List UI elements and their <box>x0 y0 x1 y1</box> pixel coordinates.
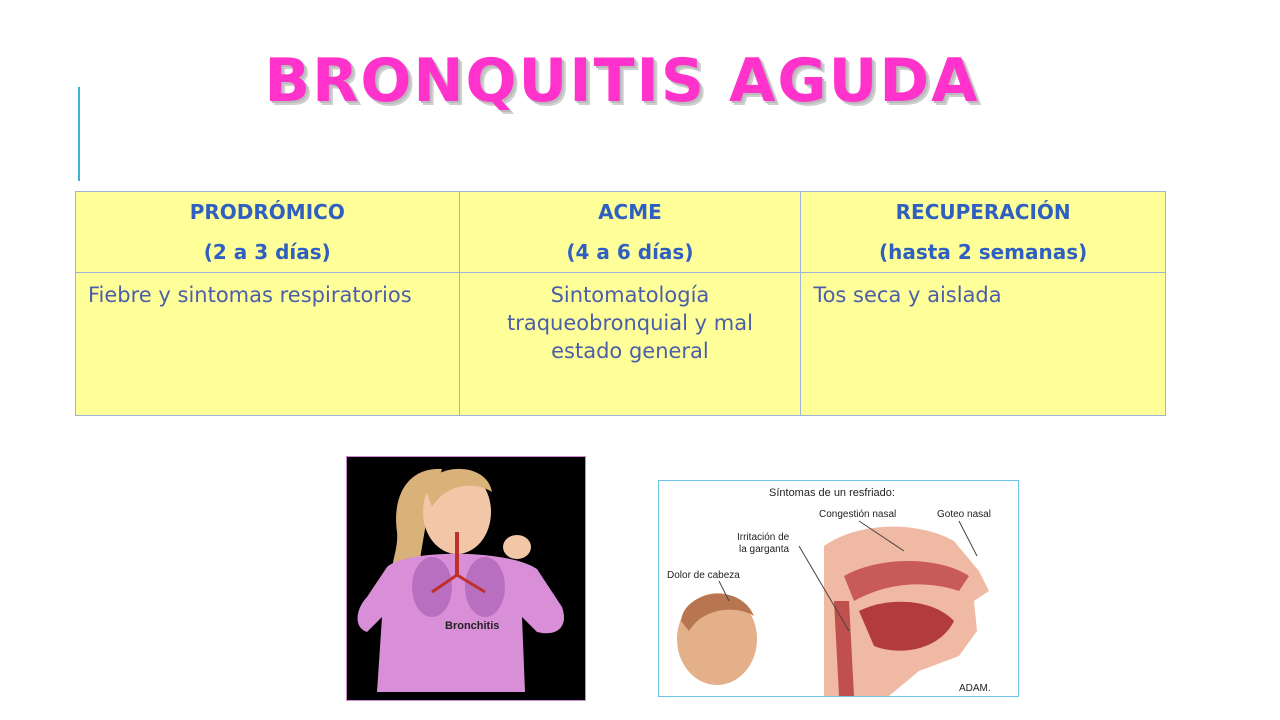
label-dolor: Dolor de cabeza <box>667 570 740 581</box>
adam-logo: ADAM. <box>959 683 991 694</box>
header-name: ACME <box>598 200 662 224</box>
phases-table <box>75 191 1166 416</box>
header-duration: (2 a 3 días) <box>203 240 331 264</box>
diagram-heading: Síntomas de un resfriado: <box>769 487 895 499</box>
page-title: BRONQUITIS AGUDA <box>264 46 980 116</box>
cell-acme: Sintomatología traqueobronquial y mal estado general <box>459 273 801 416</box>
trachea-shape <box>455 532 459 577</box>
table-row <box>76 273 1166 416</box>
bronchitis-figure <box>347 457 585 700</box>
table-header-row <box>76 192 1166 273</box>
cell-prodromico: Fiebre y sintomas respiratorios <box>76 273 460 416</box>
cell-recuperacion: Tos seca y aislada <box>801 273 1166 416</box>
header-prodromico <box>76 192 460 273</box>
label-goteo: Goteo nasal <box>937 509 991 520</box>
bronchitis-illustration <box>346 456 586 701</box>
header-acme <box>459 192 801 273</box>
header-name: PRODRÓMICO <box>189 200 345 224</box>
bronchitis-label: Bronchitis <box>445 620 500 632</box>
header-duration: (4 a 6 días) <box>566 240 694 264</box>
header-recuperacion <box>801 192 1166 273</box>
cold-symptoms-diagram <box>658 480 1019 697</box>
label-congestion: Congestión nasal <box>819 509 897 520</box>
header-duration: (hasta 2 semanas) <box>879 240 1088 264</box>
label-irritacion-2: la garganta <box>739 544 790 555</box>
header-name: RECUPERACIÓN <box>895 200 1071 224</box>
label-irritacion-1: Irritación de <box>737 532 790 543</box>
right-lung-shape <box>465 557 505 617</box>
cold-symptoms-figure <box>659 481 1018 696</box>
left-lung-shape <box>412 557 452 617</box>
hand-shape <box>503 535 531 559</box>
